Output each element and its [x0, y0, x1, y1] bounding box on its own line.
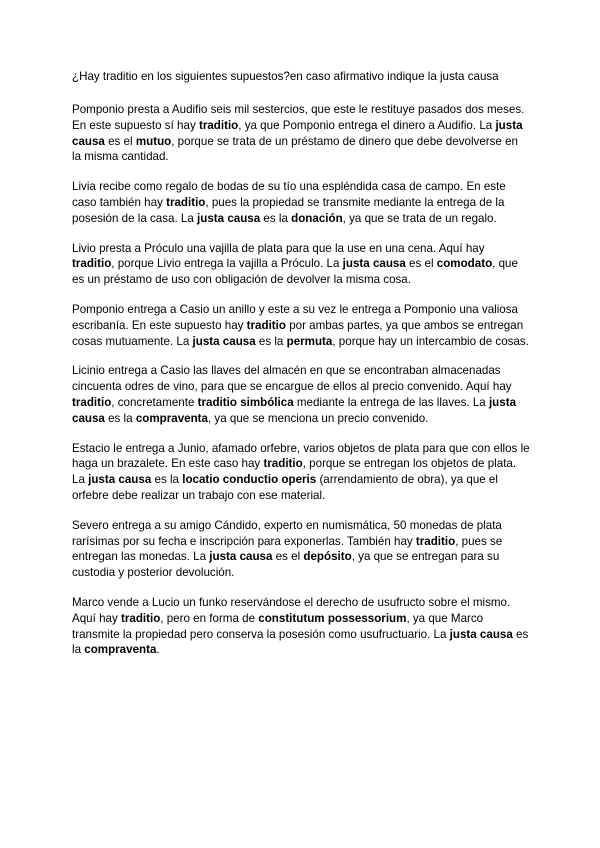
- text-run: , que es un préstamo de uso con obligación de devolver la misma cosa.: [72, 257, 518, 287]
- text-run: , ya que se entregan para su custodia y posterior devolución.: [72, 550, 500, 580]
- text-run: , pues la propiedad se transmite mediante la entrega de la posesión de la casa. La: [72, 195, 505, 225]
- bold-term: justa causa: [72, 395, 517, 425]
- text-run: Marco vende a Lucio un funko reservándose el derecho de usufructo sobre el mismo. Aquí hay: [72, 595, 511, 625]
- case-paragraph: [72, 241, 530, 288]
- text-run: es el: [405, 257, 437, 271]
- question-heading: ¿Hay traditio en los siguientes supuestos?en caso afirmativo indique la justa causa: [72, 70, 499, 83]
- text-run: es la: [72, 627, 529, 657]
- case-paragraph: [72, 302, 530, 349]
- bold-term: traditio: [246, 318, 286, 332]
- text-run: , ya que se menciona un precio convenido.: [207, 411, 429, 425]
- bold-term: traditio: [263, 457, 303, 471]
- text-run: , porque hay un intercambio de cosas.: [332, 334, 529, 348]
- text-run: es la: [255, 334, 287, 348]
- bold-term: compraventa: [84, 643, 157, 657]
- bold-term: traditio: [121, 611, 161, 625]
- case-paragraph: [72, 441, 530, 504]
- text-run: es la: [260, 211, 292, 225]
- bold-term: donación: [291, 211, 343, 225]
- text-run: Pomponio presta a Audifio seis mil sestercios, que este le restituye pasados dos meses. En este supuesto sí hay: [72, 103, 525, 132]
- bold-term: mutuo: [135, 134, 172, 148]
- bold-term: compraventa: [135, 411, 208, 425]
- text-run: Licinio entrega a Casio las llaves del almacén en que se encontraban almacenadas cincuenta odres de vino, para que se encargue de ellos al precio convenido. Aquí hay: [72, 364, 512, 394]
- text-run: Livio presta a Próculo una vajilla de plata para que la use en una cena. Aquí hay: [72, 241, 485, 255]
- text-run: .: [156, 643, 160, 657]
- text-run: , pero en forma de: [160, 611, 259, 625]
- bold-term: depósito: [303, 550, 352, 564]
- case-paragraph: [72, 102, 530, 165]
- text-run: Livia recibe como regalo de bodas de su tío una espléndida casa de campo. En este caso también hay: [72, 180, 506, 209]
- bold-term: justa causa: [209, 550, 273, 564]
- bold-term: justa causa: [192, 334, 256, 348]
- text-run: , porque se entregan los objetos de plata. La: [72, 457, 517, 487]
- bold-term: permuta: [286, 334, 333, 348]
- bold-term: traditio: [72, 395, 112, 409]
- bold-term: locatio conductio operis: [182, 473, 317, 487]
- text-run: , concretamente: [111, 395, 198, 409]
- text-run: Estacio le entrega a Junio, afamado orfebre, varios objetos de plata para que con ellos le haga un brazalete. En este caso hay: [72, 441, 530, 471]
- bold-term: comodato: [436, 257, 493, 271]
- bold-term: justa causa: [449, 627, 513, 641]
- text-run: , ya que Pomponio entrega el dinero a Audifio. La: [238, 118, 496, 132]
- text-run: mediante la entrega de las llaves. La: [293, 395, 489, 409]
- text-run: , ya que se trata de un regalo.: [342, 211, 497, 225]
- case-paragraph: [72, 179, 530, 226]
- case-paragraph: [72, 595, 530, 658]
- text-run: es la: [104, 411, 136, 425]
- case-paragraph: [72, 518, 530, 581]
- bold-term: justa causa: [88, 473, 152, 487]
- bold-term: traditio: [198, 118, 239, 132]
- bold-term: traditio simbólica: [197, 395, 294, 409]
- case-paragraph: [72, 363, 530, 426]
- bold-term: traditio: [166, 195, 206, 209]
- text-run: , porque se trata de un préstamo de dinero que debe devolverse en la misma cantidad.: [72, 134, 518, 164]
- text-run: por ambas partes, ya que ambos se entregan cosas mutuamente. La: [72, 318, 524, 348]
- bold-term: traditio: [415, 534, 456, 548]
- text-run: es el: [272, 550, 304, 564]
- text-run: (arrendamiento de obra), ya que el orfebre debe realizar un trabajo con ese material.: [72, 473, 498, 502]
- text-run: Severo entrega a su amigo Cándido, experto en numismática, 50 monedas de plata rarísimas por su fecha e inscripción para exponerlas. También hay: [72, 518, 502, 548]
- bold-term: constitutum possessorium: [258, 611, 407, 625]
- bold-term: justa causa: [342, 257, 406, 271]
- text-run: es la: [151, 473, 183, 487]
- text-run: , pues se entregan las monedas. La: [72, 534, 503, 564]
- text-run: Pomponio entrega a Casio un anillo y este a su vez le entrega a Pomponio una valiosa escribanía. En este supuesto hay: [72, 302, 518, 332]
- bold-term: justa causa: [197, 211, 261, 225]
- text-run: , porque Livio entrega la vajilla a Próculo. La: [111, 257, 343, 271]
- bold-term: justa causa: [72, 118, 523, 148]
- text-run: , ya que Marco transmite la propiedad pero conserva la posesión como usufructuario. La: [72, 611, 484, 641]
- bold-term: traditio: [72, 257, 112, 271]
- cases-list: [72, 102, 530, 658]
- text-run: es el: [104, 134, 136, 148]
